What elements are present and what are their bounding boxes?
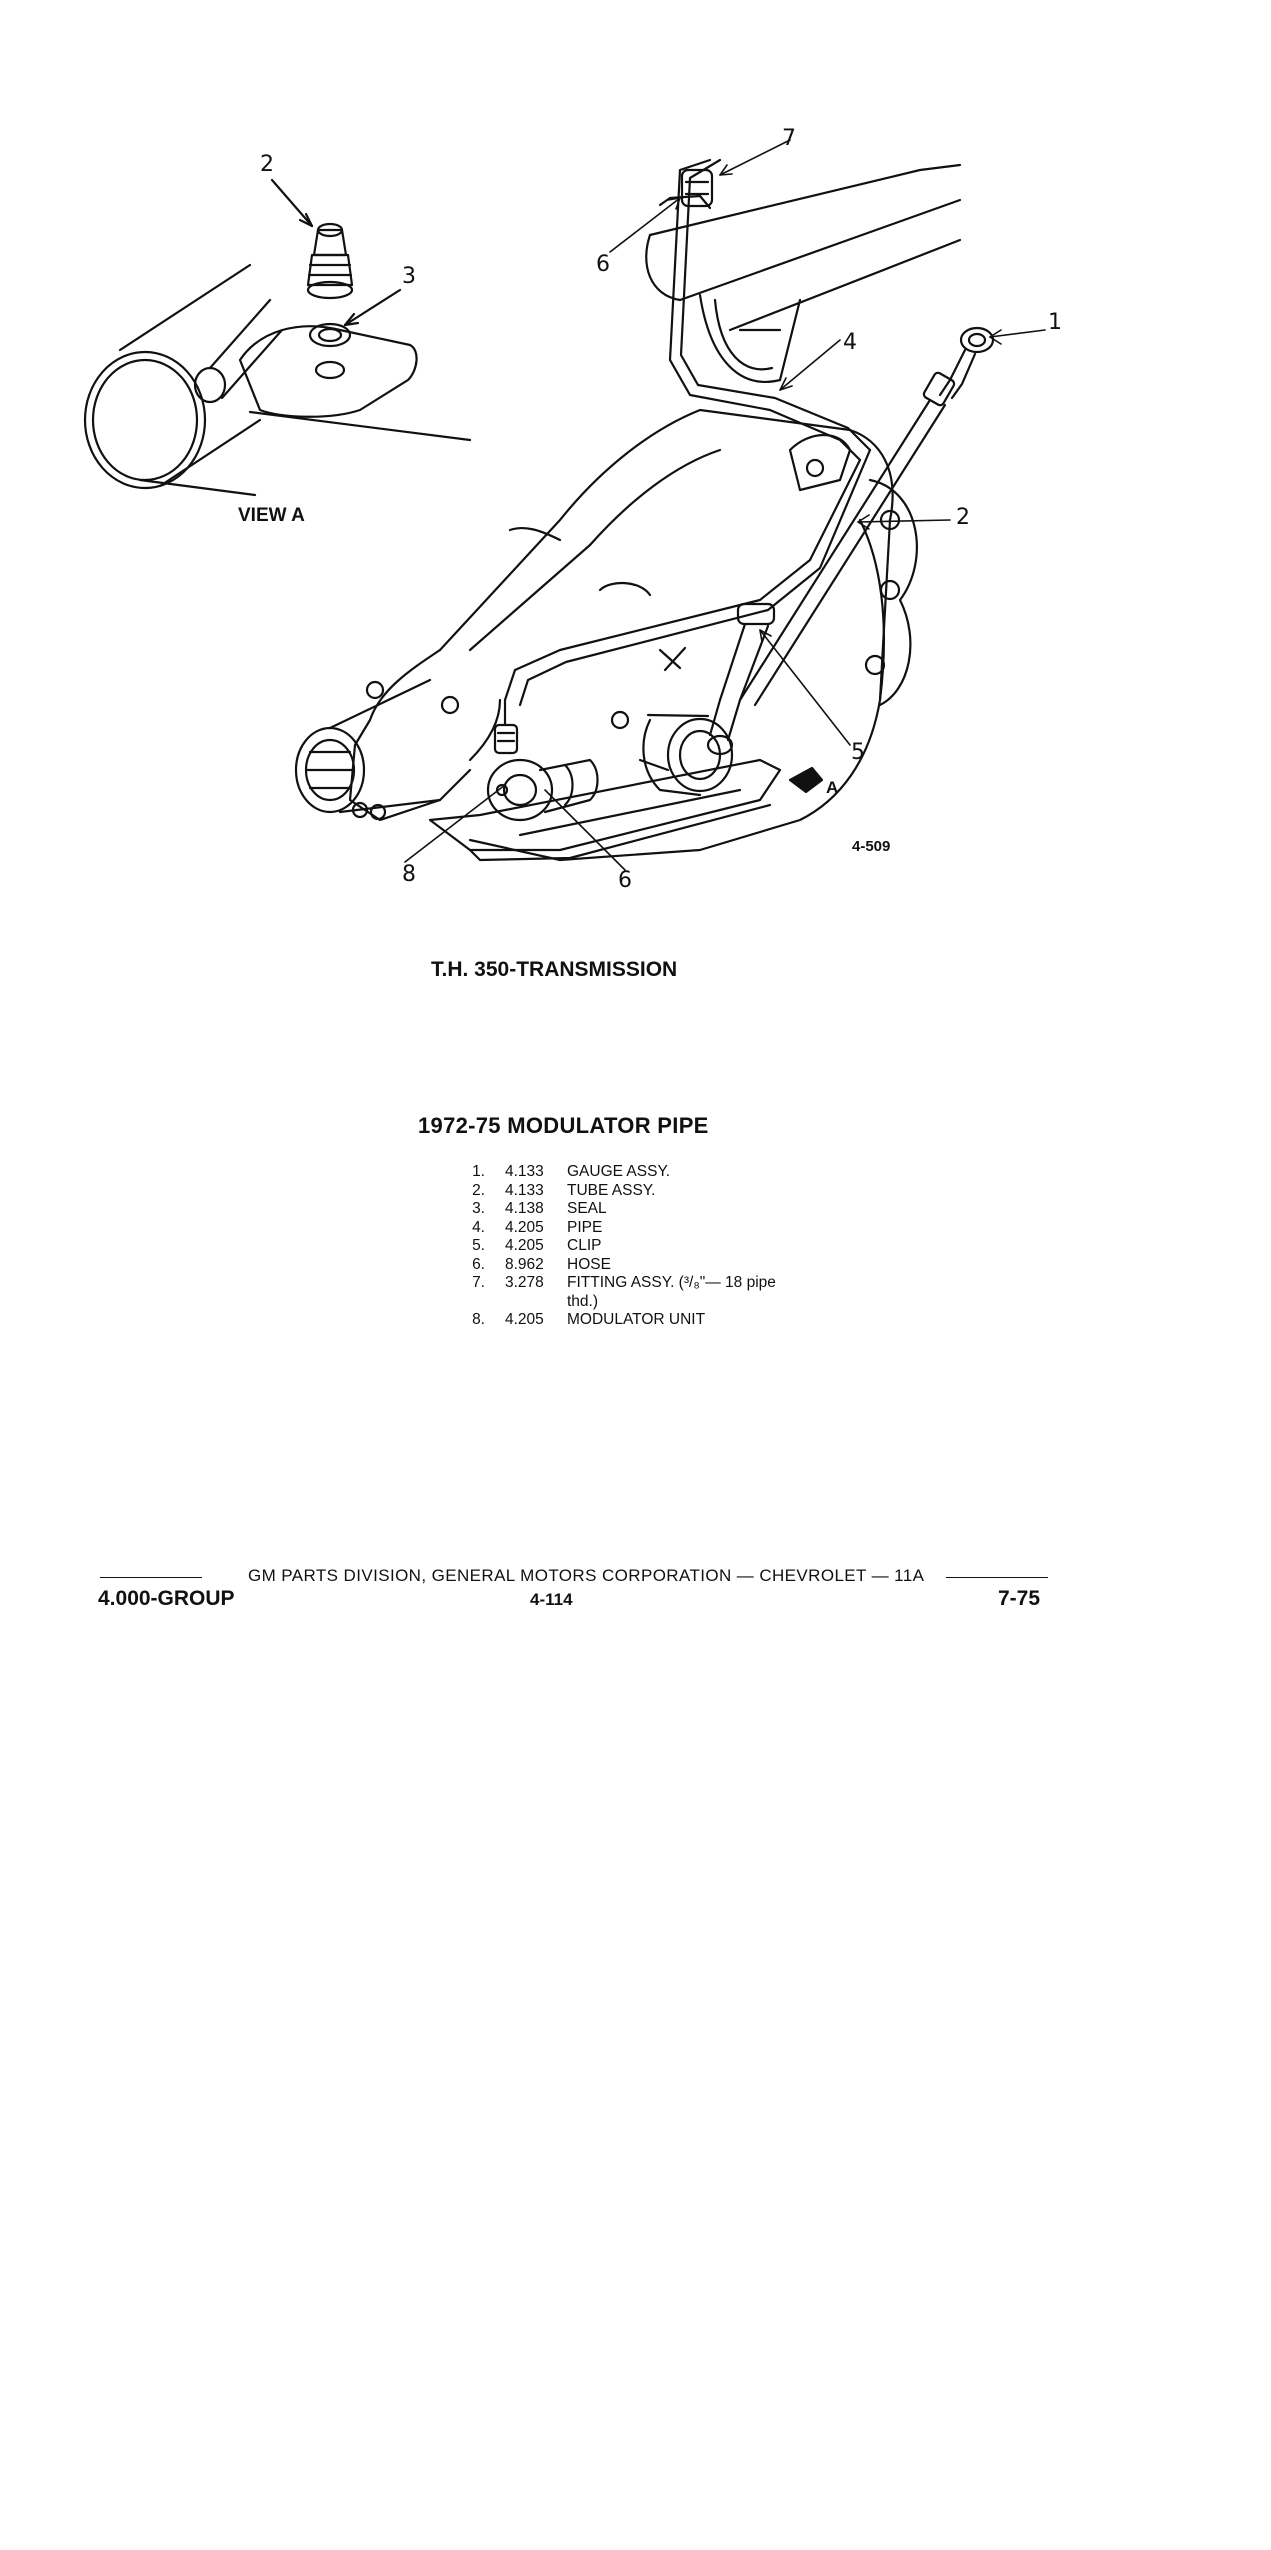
callout-7: 7 — [782, 126, 796, 151]
callout-8: 8 — [402, 862, 416, 887]
part-description: FITTING ASSY. (³/₈"— 18 pipe thd.) — [567, 1274, 776, 1310]
footer-rule-left — [100, 1577, 202, 1578]
part-code: 8.962 — [505, 1255, 544, 1273]
part-number: 1. — [472, 1163, 485, 1180]
modulator-pipe — [505, 160, 870, 705]
page-number: 4-114 — [530, 1590, 573, 1609]
figure-number: 4-509 — [852, 838, 891, 855]
view-callout-2: 2 — [260, 152, 274, 177]
part-code: 4.205 — [505, 1218, 544, 1236]
part-number: 5. — [472, 1237, 485, 1254]
part-number: 2. — [472, 1181, 485, 1199]
callout-5: 5 — [851, 740, 865, 765]
part-number: 3. — [472, 1200, 485, 1217]
callout-4: 4 — [843, 330, 857, 355]
transmission-illustration — [0, 0, 1271, 920]
callout-2: 2 — [956, 505, 970, 530]
callout-6-top: 6 — [596, 252, 610, 277]
part-code: 4.138 — [505, 1200, 544, 1217]
part-code: 4.205 — [505, 1237, 544, 1254]
view-a-label: VIEW A — [238, 505, 305, 526]
view-arrow-label: A — [826, 778, 839, 797]
part-code: 4.133 — [505, 1163, 544, 1180]
section-title: 1972-75 MODULATOR PIPE — [418, 1113, 709, 1138]
view-callout-3: 3 — [402, 264, 416, 289]
footer-group: 4.000-GROUP — [98, 1587, 235, 1610]
footer-rule-right — [946, 1577, 1048, 1578]
part-code: 4.205 — [505, 1311, 544, 1328]
gauge-tube — [708, 328, 993, 754]
part-number: 6. — [472, 1255, 485, 1273]
part-description: HOSE — [567, 1255, 611, 1273]
part-code: 3.278 — [505, 1274, 544, 1291]
footer-date: 7-75 — [998, 1587, 1041, 1610]
part-description: PIPE — [567, 1218, 603, 1236]
part-description: GAUGE ASSY. — [567, 1163, 671, 1180]
part-description: MODULATOR UNIT — [567, 1311, 706, 1328]
footer-publisher: GM PARTS DIVISION, GENERAL MOTORS CORPORATION — CHEVROLET — 11A — [248, 1566, 925, 1585]
part-number: 7. — [472, 1274, 485, 1291]
part-description: TUBE ASSY. — [567, 1181, 656, 1199]
callout-1: 1 — [1048, 310, 1062, 335]
part-code: 4.133 — [505, 1181, 544, 1199]
part-number: 4. — [472, 1218, 485, 1236]
part-number: 8. — [472, 1311, 485, 1328]
callout-leaders — [405, 140, 1045, 870]
part-description: CLIP — [567, 1237, 602, 1254]
callout-6-bottom: 6 — [618, 868, 632, 893]
view-a-detail — [85, 180, 470, 495]
transmission-case — [296, 410, 917, 860]
figure-caption: T.H. 350-TRANSMISSION — [431, 958, 678, 981]
view-arrow-icon — [790, 768, 822, 792]
part-description: SEAL — [567, 1200, 607, 1217]
